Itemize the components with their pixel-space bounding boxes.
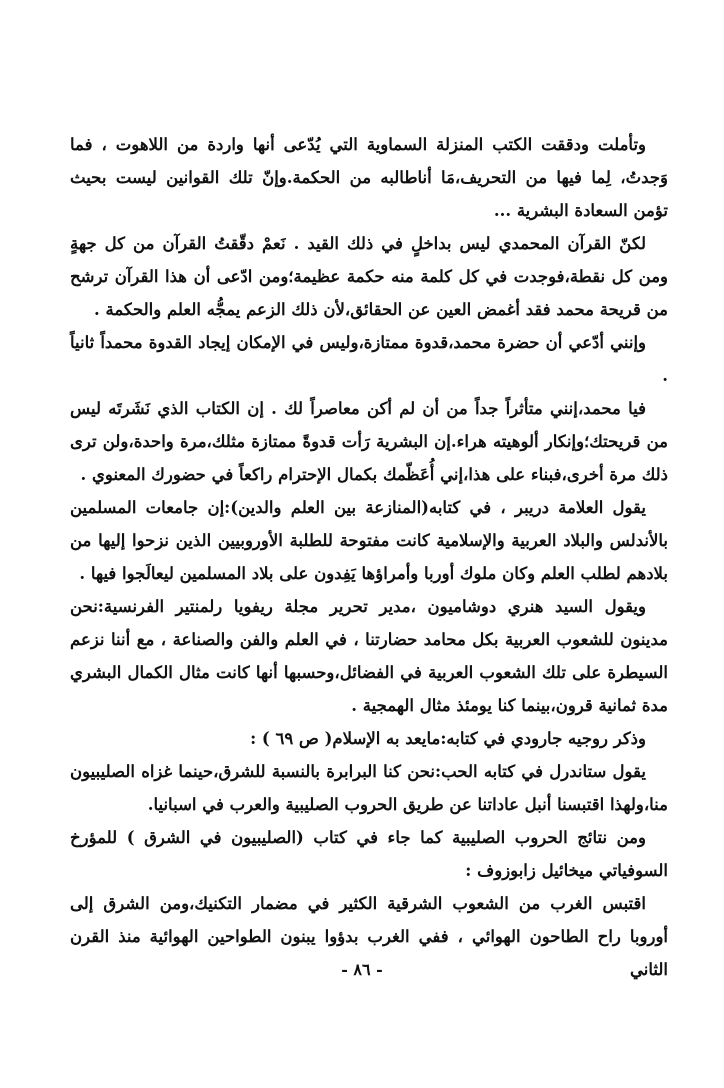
page-body <box>70 128 668 986</box>
paragraph-1: وتأملت ودققت الكتب المنزلة السماوية التي يُدّعى أنها واردة من اللاهوت ، فما وَجدتُ، لِما فيها من التحريف،مَا أناطالبه من الحكمة.وإنّ تلك القوانين ليست بحيث تؤمن السعادة البشرية ... <box>70 135 668 220</box>
paragraph-3: وإنني أدّعي أن حضرة محمد،قدوة ممتازة،وليس في الإمكان إيجاد القدوة محمداً ثانياً . <box>70 333 668 385</box>
paragraph-2: لكنّ القرآن المحمدي ليس بداخلٍ في ذلك القيد . نَعمْ دقّقتُ القرآن من كل جهةٍ ومن كل نقطة،فوجدت في كل كلمة منه حكمة عظيمة؛ومن ادّعى أن هذا القرآن ترشح من قريحة محمد فقد أغمض العين عن الحقائق،لأن ذلك الزعم يمجُّه العلم والحكمة . <box>70 234 668 319</box>
paragraph-8: يقول ستاندرل في كتابه الحب:نحن كنا البرابرة بالنسبة للشرق،حينما غزاه الصليبيون منا،ولهذا اقتبسنا أنبل عاداتنا عن طريق الحروب الصليبية والعرب في اسبانيا. <box>70 762 668 814</box>
page-number: - ٨٦ - <box>341 960 383 979</box>
paragraph-5: يقول العلامة دريبر ، في كتابه(المنازعة بين العلم والدين):إن جامعات المسلمين بالأندلس والبلاد العربية والإسلامية كانت مفتوحة للطلبة الأوروبيين الذين نزحوا إليها من بلادهم لطلب العلم وكان ملوك أوربا وأمراؤها يَفِدون على بلاد المسلمين ليعالَجوا فيها . <box>70 498 668 583</box>
paragraph-9: ومن نتائج الحروب الصليبية كما جاء في كتاب (الصليبيون في الشرق ) للمؤرخ السوفياتي ميخائيل زابوزوف : <box>70 828 668 880</box>
paragraph-7: وذكر روجيه جارودي في كتابه:مايعد به الإسلام( ص ٦٩ ) : <box>250 729 646 748</box>
paragraph-10: اقتبس الغرب من الشعوب الشرقية الكثير في مضمار التكنيك،ومن الشرق إلى أوروبا راح الطاحون الهوائي ، ففي الغرب بدؤوا يبنون الطواحين الهوائية منذ القرن الثاني <box>70 894 668 979</box>
paragraph-6: ويقول السيد هنري دوشاميون ،مدير تحرير مجلة ريفويا رلمنتير الفرنسية:نحن مدينون للشعوب العربية بكل محامد حضارتنا ، في العلم والفن والصناعة ، مع أننا نزعم السيطرة على تلك الشعوب العربية في الفضائل،وحسبها أنها كانت مثال الكمال البشري مدة ثمانية قرون،بينما كنا يومئذ مثال الهمجية . <box>70 597 668 715</box>
paragraph-4: فيا محمد،إنني متأثراً جداً من أن لم أكن معاصراً لك . إن الكتاب الذي نَشَرتَه ليس من قريحتك؛وإنكار ألوهيته هراء.إن البشرية رَأت قدوةً ممتازة مثلك،مرة واحدة،ولن ترى ذلك مرة أخرى،فبناء على هذا،إني أُعَظّمك بكمال الإحترام راكعاً في حضورك المعنوي . <box>70 399 668 484</box>
